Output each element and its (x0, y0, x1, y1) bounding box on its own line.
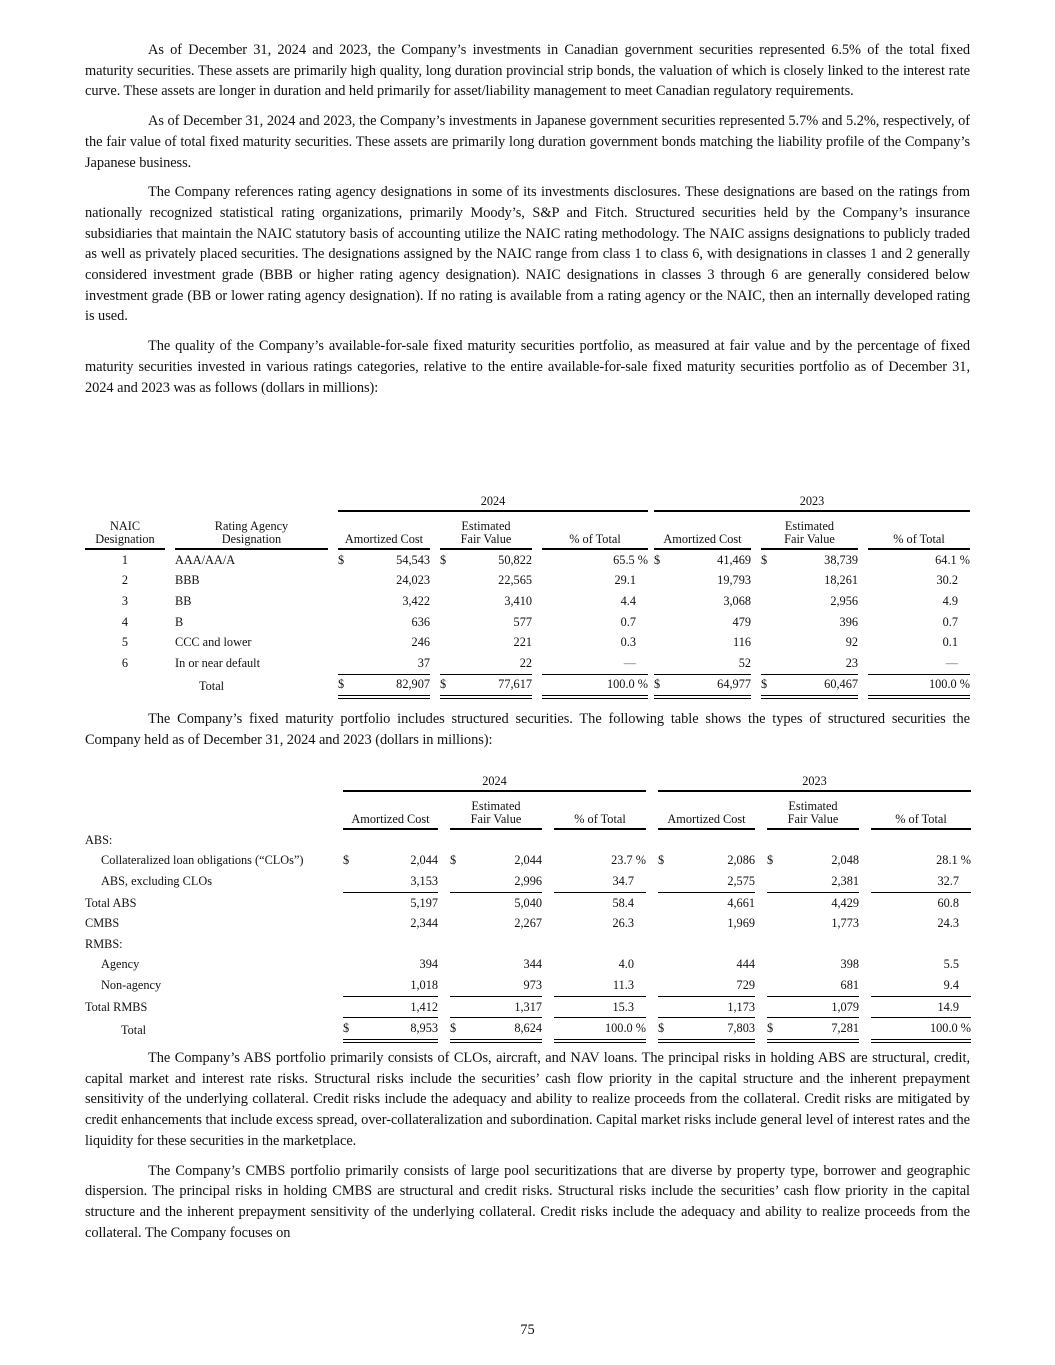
pct-total-2024-header: % of Total (554, 792, 646, 830)
naic-quality-table (85, 488, 970, 699)
table-row: Agency 394 344 4.0 444 398 5.5 (101, 957, 959, 972)
pct-total-2024-header: % of Total (542, 512, 648, 550)
paragraph-japanese-securities: As of December 31, 2024 and 2023, the Company’s investments in Japanese government securities represented 5.7% and 5.2%, respectively, of the fair value of total fixed maturity securities. These assets are primarily long duration government bonds matching the liability profile of the Company’s Japanese business. (85, 113, 970, 171)
paragraph-portfolio-quality: The quality of the Company’s available-for-sale fixed maturity securities portfolio, as measured at fair value and by the percentage of fixed maturity securities invested in various ratings categories, relative to the entire available-for-sale fixed maturity securities portfolio as of December 31, 2024 and 2023 was as follows (dollars in millions): (85, 338, 970, 396)
table-row: 2 BBB 24,023 22,565 29.1 19,793 18,261 30.2 (121, 573, 958, 588)
fair-value-2024-header: Estimated Fair Value (450, 792, 542, 830)
total-row: Total $ 82,907 $ 77,617 100.0 % $ 64,977 $ 60,467 100.0 % (85, 675, 970, 700)
intro-paragraphs (85, 40, 970, 407)
table-row: Collateralized loan obligations (“CLOs”) $ 2,044 $ 2,044 23.7 % $ 2,086 $ 2,048 28.1 % (101, 853, 971, 868)
section-row: RMBS: (85, 936, 123, 951)
year-header-row (85, 488, 970, 512)
paragraph-cmbs-portfolio: The Company’s CMBS portfolio primarily consists of large pool securitizations that are diverse by property type, borrower and geographic dispersion. The principal risks in holding CMBS are structural and credit risks. Structural risks include the securities’ cash flow priority in the capital structure and the inherent prepayment sensitivity of the underlying collateral. Credit risks include the adequacy and ability to realize proceeds from the collateral. The Company focuses on (85, 1162, 970, 1241)
fair-value-2023-header: Estimated Fair Value (761, 512, 858, 550)
table-row: 4 B 636 577 0.7 479 396 0.7 (121, 614, 958, 629)
amortized-cost-2024-header: Amortized Cost (343, 792, 438, 830)
table-row: Non-agency 1,018 973 11.3 729 681 9.4 (85, 975, 971, 997)
amortized-cost-2024-header: Amortized Cost (338, 512, 430, 550)
pct-total-2023-header: % of Total (868, 512, 970, 550)
table-row: CMBS 2,344 2,267 26.3 1,969 1,773 24.3 (85, 916, 959, 931)
paragraph-abs-portfolio: The Company’s ABS portfolio primarily consists of CLOs, aircraft, and NAV loans. The principal risks in holding ABS are structural, credit, capital market and interest rate risks. Structural risks include the securities’ cash flow priority in the capital structure and the inherent prepayment sensitivity of the underlying collateral. Credit risks include the adequacy and ability to realize proceeds from the collateral. Credit risks are mitigated by credit enhancements that include excess spread, over-collateralization and subordination. Capital market risks include general level of interest rates and the liquidity for these securities in the marketplace. (85, 1050, 970, 1149)
year-header-row (85, 768, 971, 792)
page-number: 75 (520, 1322, 535, 1338)
structured-securities-table (85, 768, 971, 1043)
fair-value-2024-header: Estimated Fair Value (440, 512, 532, 550)
pct-total-2023-header: % of Total (871, 792, 971, 830)
table-row: ABS, excluding CLOs 3,153 2,996 34.7 2,575 2,381 32.7 (85, 871, 971, 893)
paragraph-rating-designations: The Company references rating agency designations in some of its investments disclosures. These designations are based on the ratings from nationally recognized statistical rating organizations, primarily Moody’s, S&P and Fitch. Structured securities held by the Company’s insurance subsidiaries that maintain the NAIC statutory basis of accounting utilize the NAIC rating methodology. The NAIC assigns designations to publicly traded as well as privately placed securities. The designations assigned by the NAIC range from class 1 to class 6, with designations in classes 1 and 2 generally considered investment grade (BBB or higher rating agency designation). NAIC designations in classes 3 through 6 are generally considered below investment grade (BB or lower rating agency designation). If no rating is available from a rating agency or the NAIC, then an internally developed rating is used. (85, 184, 970, 325)
section-row: ABS: (85, 832, 113, 847)
paragraph-structured-securities: The Company’s fixed maturity portfolio includes structured securities. The following table shows the types of structured securities the Company held as of December 31, 2024 and 2023 (dollars in millions): (85, 711, 970, 748)
column-header-row (85, 792, 971, 830)
column-header-row (85, 512, 970, 550)
year-2023-header: 2023 (658, 768, 971, 792)
table-row: 6 In or near default 37 22 — 52 23 — (85, 653, 970, 675)
table-row: 3 BB 3,422 3,410 4.4 3,068 2,956 4.9 (121, 593, 958, 608)
subtotal-row: Total ABS 5,197 5,040 58.4 4,661 4,429 60.8 (85, 895, 959, 910)
year-2024-header: 2024 (343, 768, 646, 792)
risk-paragraphs (85, 1048, 970, 1252)
fair-value-2023-header: Estimated Fair Value (767, 792, 859, 830)
table-row: 5 CCC and lower 246 221 0.3 116 92 0.1 (121, 635, 958, 650)
structured-securities-intro (85, 709, 970, 759)
table-row: 1 AAA/AA/A $ 54,543 $ 50,822 65.5 % $ 41,469 $ 38,739 64.1 % (121, 552, 970, 567)
year-2024-header: 2024 (338, 488, 648, 512)
year-2023-header: 2023 (654, 488, 970, 512)
naic-designation-header: NAIC Designation (85, 512, 165, 550)
rating-agency-header: Rating Agency Designation (175, 512, 328, 550)
amortized-cost-2023-header: Amortized Cost (658, 792, 755, 830)
total-row: Total $ 8,953 $ 8,624 100.0 % $ 7,803 $ 7,281 100.0 % (85, 1018, 971, 1043)
paragraph-canadian-securities: As of December 31, 2024 and 2023, the Company’s investments in Canadian government securities represented 6.5% of the total fixed maturity securities. These assets are primarily high quality, long duration provincial strip bonds, the valuation of which is closely linked to the interest rate curve. These assets are longer in duration and held primarily for asset/liability management to meet Canadian regulatory requirements. (85, 42, 970, 100)
amortized-cost-2023-header: Amortized Cost (654, 512, 751, 550)
subtotal-row: Total RMBS 1,412 1,317 15.3 1,173 1,079 14.9 (85, 997, 971, 1019)
